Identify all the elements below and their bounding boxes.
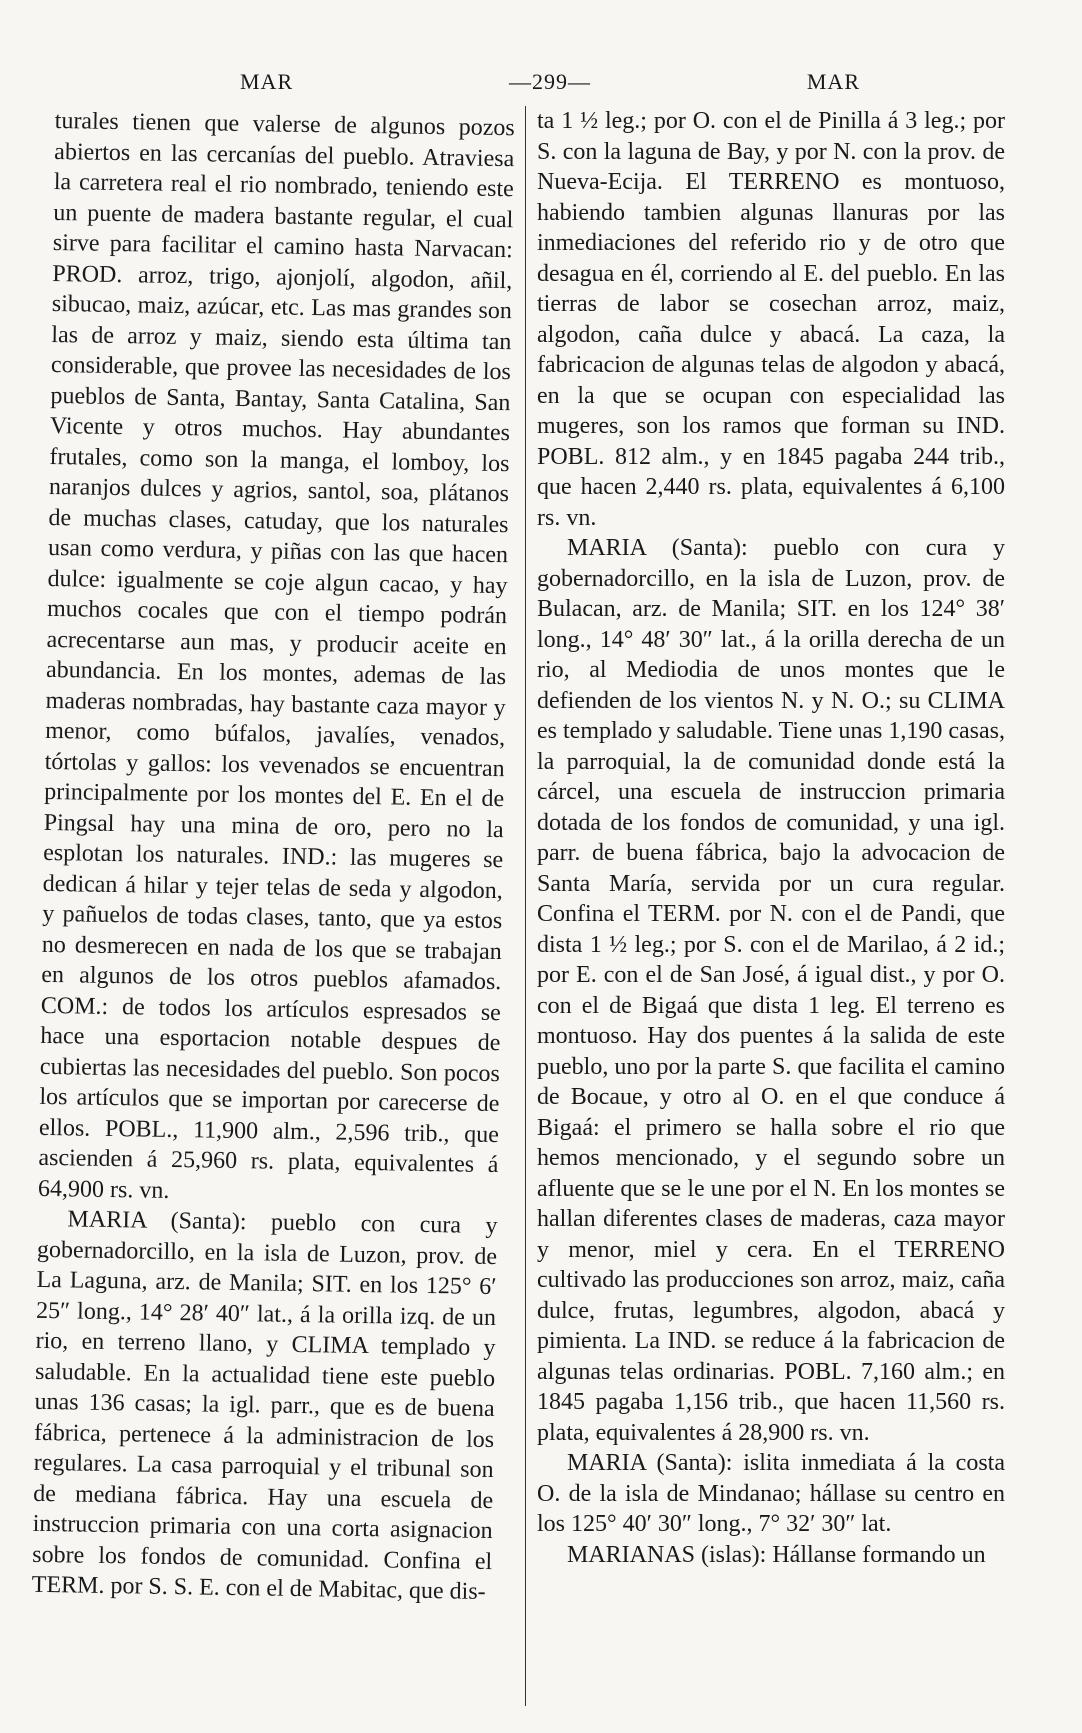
page-header bbox=[240, 62, 860, 102]
header-left: MAR bbox=[240, 69, 294, 94]
right-entry-marianas: MARIANAS (islas): Hállanse formando un bbox=[567, 1541, 986, 1568]
right-entry-maria-santa-islita: MARIA (Santa): islita inmediata á la costa O. de la isla de Mindanao; hállase su centro en los 125° 40′ 30″ long., 7° 32′ 30″ lat. bbox=[537, 1450, 1005, 1537]
left-paragraph-1: turales tienen que valerse de algunos pozos abiertos en las cercanías del pueblo. Atraviesa la carretera real el rio nombrado, teniendo este un puente de madera bastante regular, el cual sirve para facilitar el camino hasta Narvacan: PROD. arroz, trigo, ajonjolí, algodon, añil, sibucao, maiz, azúcar, etc. Las mas grandes son las de arroz y maiz, siendo esta última tan considerable, que provee las necesidades de los pueblos de Santa, Bantay, Santa Catalina, San Vicente y otros muchos. Hay abundantes frutales, como son la manga, el lomboy, los naranjos dulces y agrios, santol, soa, plátanos de muchas clases, catuday, que los naturales usan como verdura, y piñas con las que hacen dulce: igualmente se coje algun cacao, y hay muchos cocales que con el tiempo podrán acrecentarse aun mas, y producir aceite en abundancia. En los montes, ademas de las maderas nombradas, hay bastante caza mayor y menor, como búfalos, javalíes, venados, tórtolas y gallos: los vevenados se encuentran principalmente por los montes del E. En el de Pingsal hay una mina de oro, pero no la esplotan los naturales. IND.: las mugeres se dedican á hilar y tejer telas de seda y algodon, y pañuelos de todas clases, tanto, que ya estos no desmerecen en nada de los que se trabajan en algunos de los otros pueblos afamados. COM.: de todos los artículos espresados se hace una esportacion notable despues de cubiertas las necesidades del pueblo. Son pocos los artículos que se importan por carecerse de ellos. POBL., 11,900 alm., 2,596 trib., que ascienden á 25,960 rs. plata, equivalentes á 64,900 rs. vn. bbox=[37, 107, 515, 1204]
right-entry-maria-santa-bulacan: MARIA (Santa): pueblo con cura y gobernadorcillo, en la isla de Luzon, prov. de Bulacan, arz. de Manila; SIT. en los 124° 38′ long., 14° 48′ 30″ lat., á la orilla derecha de un rio, al Mediodia de unos montes que le defienden de los vientos N. y N. O.; su CLIMA es templado y saludable. Tiene unas 1,190 casas, la parroquial, la de comunidad donde está la cárcel, una escuela de instruccion primaria dotada de los fondos de comunidad, y una igl. parr. de buena fábrica, bajo la advocacion de Santa María, servida por un cura regular. Confina el TERM. por N. con el de Pandi, que dista 1 ½ leg.; por S. con el de Marilao, á 2 id.; por E. con el de San José, á igual dist., y por O. con el de Bigaá que dista 1 leg. El terreno es montuoso. Hay dos puentes á la salida de este pueblo, uno por la parte S. que facilita el camino de Bocaue, y otro al O. en el que conduce á Bigaá: el primero se halla sobre el rio que hemos mencionado, y el segundo sobre un afluente que se le une por el N. En los montes se hallan diferentes clases de maderas, caza mayor y menor, miel y cera. En el TERRENO cultivado las producciones son arroz, maiz, caña dulce, frutas, legumbres, algodon, abacá y pimienta. La IND. se reduce á la fabricacion de algunas telas ordinarias. POBL. 7,160 alm.; en 1845 pagaba 1,156 trib., que hacen 11,560 rs. plata, equivalentes á 28,900 rs. vn. bbox=[537, 535, 1005, 1446]
header-right: MAR bbox=[806, 69, 860, 94]
left-entry-maria-santa-laguna: MARIA (Santa): pueblo con cura y gobernadorcillo, en la isla de Luzon, prov. de La Laguna, arz. de Manila; SIT. en los 125° 6′ 25″ long., 14° 28′ 40″ lat., á la orilla izq. de un rio, en terreno llano, y CLIMA templado y saludable. En la actualidad tiene este pueblo unas 136 casas; la igl. parr., que es de buena fábrica, pertenece á la administracion de los regulares. La casa parroquial y el tribunal son de mediana fábrica. Hay una escuela de instruccion primaria con una corta asignacion sobre los fondos de comunidad. Confina el TERM. por S. S. E. con el de Mabitac, que dis- bbox=[31, 1206, 498, 1605]
right-column bbox=[537, 106, 1005, 1726]
right-paragraph-1: ta 1 ½ leg.; por O. con el de Pinilla á 3 leg.; por S. con la laguna de Bay, y por N. con la prov. de Nueva-Ecija. El TERRENO es montuoso, habiendo tambien algunas llanuras por las inmediaciones del referido rio y de otro que desagua en él, corriendo al E. del pueblo. En las tierras de labor se cosechan arroz, maiz, algodon, caña dulce y abacá. La caza, la fabricacion de algunas telas de algodon y abacá, en la que se ocupan con especialidad las mugeres, son los ramos que forman su IND. POBL. 812 alm., y en 1845 pagaba 244 trib., que hacen 2,440 rs. plata, equivalentes á 6,100 rs. vn. bbox=[537, 108, 1005, 531]
left-column bbox=[30, 106, 515, 1733]
column-divider bbox=[525, 106, 526, 1706]
page-number: —299— bbox=[509, 69, 591, 94]
